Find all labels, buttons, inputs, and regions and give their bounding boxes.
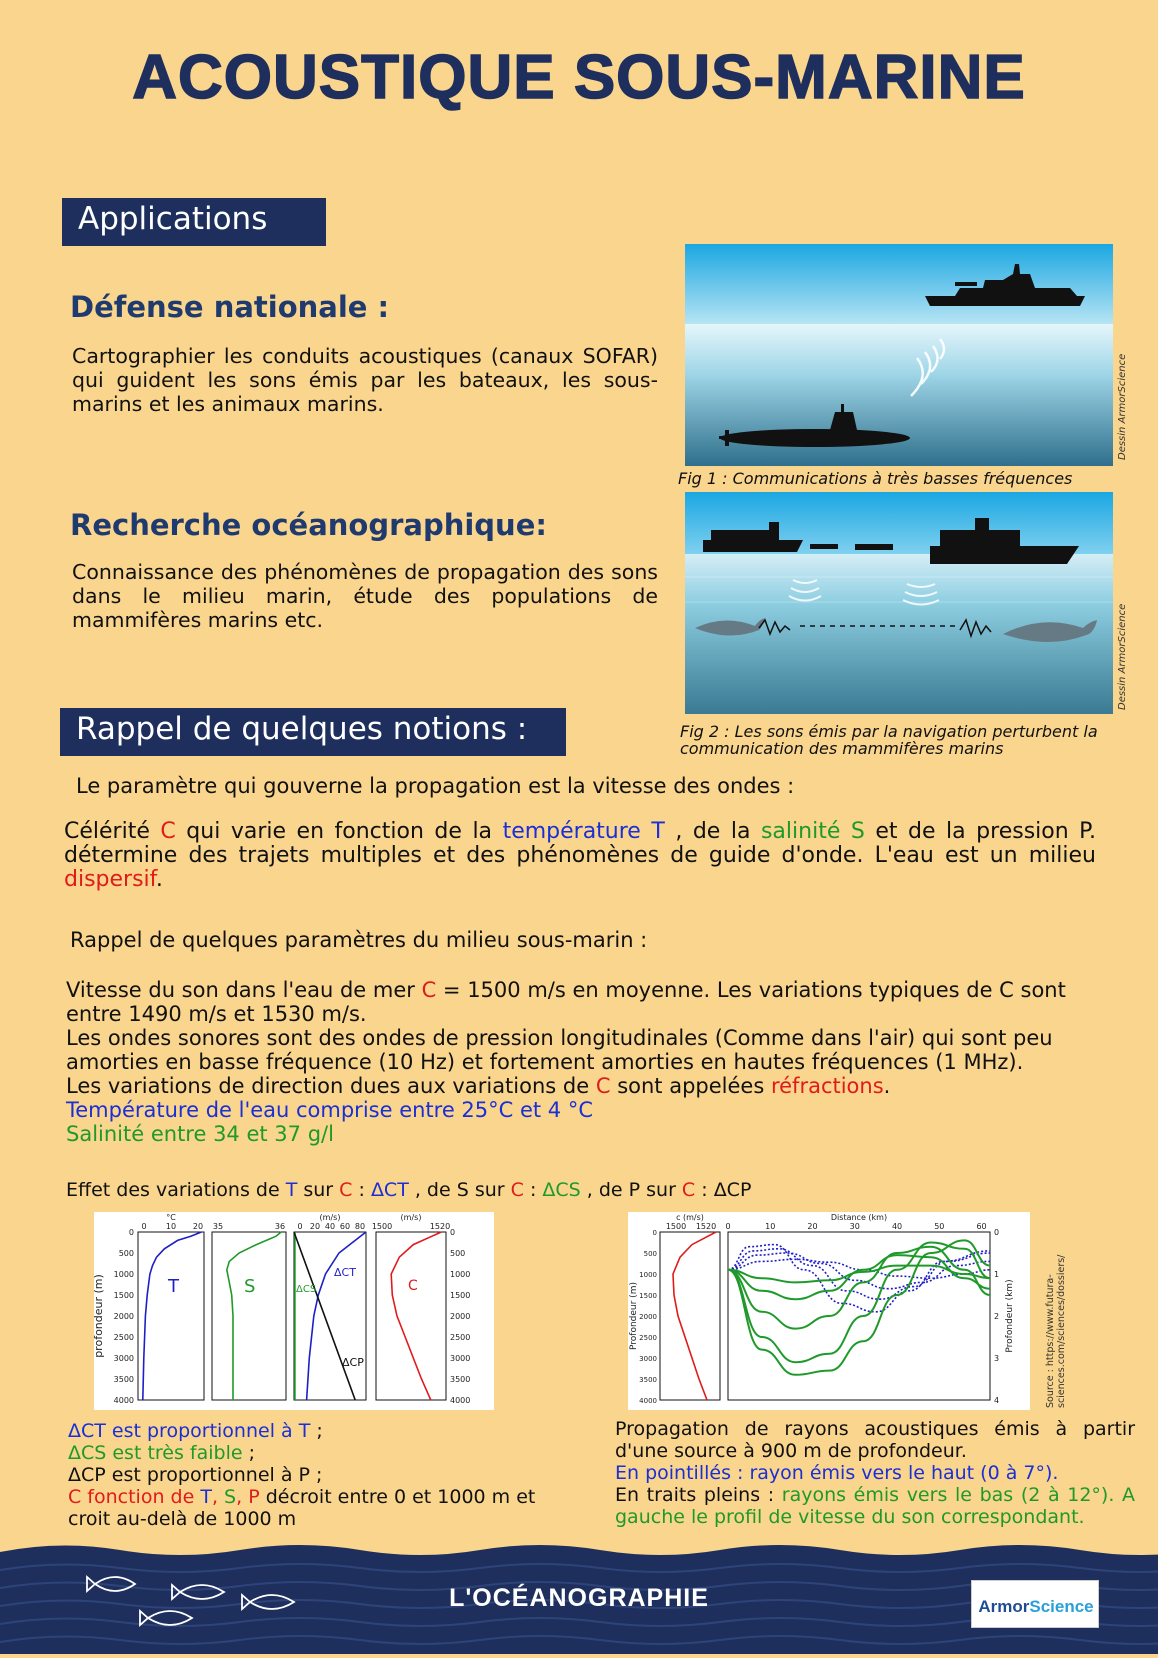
x-tick-label: 10 <box>765 1222 776 1231</box>
vitesse-line <box>66 978 1102 1026</box>
note-line <box>68 1442 588 1464</box>
logo-part: Science <box>1029 1597 1094 1616</box>
logo-part: Armor <box>978 1597 1030 1616</box>
text-fragment: = 1500 m/s en moyenne. Les variations typiques de C sont entre 1490 m/s et 1530 m/s. <box>66 978 1066 1026</box>
ray-down-2- <box>728 1266 990 1283</box>
panel-label-s: S <box>244 1276 256 1297</box>
panel-label-dct: ΔCT <box>334 1266 356 1279</box>
text-fragment: C <box>339 1179 353 1201</box>
x-tick-label: 20 <box>807 1222 818 1231</box>
fig1-caption: Fig 1 : Communications à très basses fréquences <box>678 469 1073 488</box>
defense-text: Cartographier les conduits acoustiques (canaux SOFAR) qui guident les sons émis par les bateaux, les sous-marins et les animaux marins. <box>72 344 658 416</box>
x-tick-label: 20 <box>192 1222 204 1231</box>
panel-label-dcs: ΔCS <box>296 1284 317 1295</box>
y-tick-label: 0 <box>128 1228 134 1237</box>
y-tick-label-right: 0 <box>450 1228 456 1237</box>
text-fragment: Effet des variations de <box>66 1179 286 1201</box>
y-tick-label: 4000 <box>639 1397 657 1405</box>
text-fragment: C fonction de <box>68 1486 201 1508</box>
text-fragment: . <box>155 867 163 892</box>
x-tick-label: 35 <box>212 1222 224 1231</box>
text-fragment: ΔCT est proportionnel à T <box>68 1420 311 1442</box>
text-fragment: : <box>695 1179 714 1201</box>
y-tick-label-right: 2500 <box>450 1333 471 1342</box>
x-tick-label: 40 <box>324 1222 336 1231</box>
y-tick-label-right: 4 <box>994 1396 1000 1405</box>
text-fragment: T <box>200 1486 212 1508</box>
y-tick-label: 1000 <box>639 1271 657 1279</box>
recherche-text: Connaissance des phénomènes de propagation des sons dans le milieu marin, étude des populations de mammifères marins etc. <box>72 560 658 632</box>
panel-label-t: T <box>168 1276 179 1297</box>
text-fragment: C <box>681 1179 696 1201</box>
text-fragment: T <box>285 1179 298 1201</box>
text-fragment: , P <box>236 1486 260 1508</box>
y-tick-label: 1500 <box>639 1292 657 1300</box>
panel-label-c: C <box>408 1278 418 1294</box>
text-fragment: Vitesse du son dans l'eau de mer <box>66 978 422 1002</box>
y-tick-label-right: 2000 <box>450 1312 471 1321</box>
profile-unit: c (m/s) <box>676 1213 704 1222</box>
notes-left <box>68 1420 588 1530</box>
x-tick-label: 80 <box>354 1222 366 1231</box>
rappel-intro: Le paramètre qui gouverne la propagation est la vitesse des ondes : <box>76 774 795 798</box>
series-ΔCP <box>294 1232 355 1400</box>
effet-line <box>66 1178 751 1202</box>
y-tick-label-right: 1000 <box>450 1270 471 1279</box>
panel-frame <box>294 1232 366 1400</box>
y-tick-label: 3500 <box>113 1375 134 1384</box>
text-fragment: et de la pression P. détermine des trajets multiples et des phénomènes de guide d'onde. L'eau est un milieu <box>64 819 1097 868</box>
text-fragment: température T <box>502 819 665 844</box>
text-fragment: sur <box>297 1179 340 1201</box>
x-tick-label: 20 <box>309 1222 321 1231</box>
note-line: En pointillés : rayon émis vers le haut (0 à 7°). <box>615 1462 1059 1484</box>
x-tick-label: 10 <box>165 1222 177 1231</box>
refraction-line <box>66 1074 1102 1098</box>
text-fragment: dispersif <box>64 867 156 892</box>
fig2-illustration <box>685 492 1113 714</box>
y-tick-label: 3000 <box>639 1355 657 1363</box>
params-block <box>66 978 1102 1146</box>
y-tick-label: 0 <box>652 1229 657 1237</box>
panel-unit: °C <box>166 1213 176 1222</box>
text-fragment: C <box>160 819 176 844</box>
y-tick-label: 500 <box>643 1250 657 1258</box>
text-fragment: Célérité <box>64 819 161 844</box>
text-fragment: sont appelées <box>610 1074 771 1098</box>
note-line <box>68 1420 588 1442</box>
text-fragment: , de la <box>664 819 761 844</box>
applications-banner-label: Applications <box>78 201 268 237</box>
text-fragment: S <box>224 1486 237 1508</box>
y-tick-label: 1500 <box>113 1291 134 1300</box>
y-tick-label: 3500 <box>639 1376 657 1384</box>
salinite-line: Salinité entre 34 et 37 g/l <box>66 1122 334 1146</box>
profile-frame <box>660 1232 720 1400</box>
panel-frame <box>376 1232 446 1400</box>
text-fragment: , <box>211 1486 225 1508</box>
rappel-banner <box>60 708 566 756</box>
y-axis-label: Profondeur (m) <box>629 1282 639 1350</box>
y-tick-label: 3000 <box>113 1354 134 1363</box>
text-fragment: . <box>883 1074 891 1098</box>
x-tick-label: 0 <box>297 1222 303 1231</box>
text-fragment: Les variations de direction dues aux variations de <box>66 1074 596 1098</box>
note-line: ΔCP est proportionnel à P ; <box>68 1464 323 1486</box>
fig2-credit: Dessin ArmorScience <box>1117 603 1128 710</box>
series-C <box>391 1232 441 1400</box>
note-line: croit au-delà de 1000 m <box>68 1508 297 1530</box>
y-axis-label-right: Profondeur (km) <box>1005 1279 1015 1353</box>
panel-unit: (m/s) <box>400 1213 422 1222</box>
panel-frame <box>138 1232 204 1400</box>
text-fragment: décroit entre 0 et 1000 m et <box>259 1486 536 1508</box>
notes-right <box>615 1418 1135 1528</box>
fig2-caption: Fig 2 : Les sons émis par la navigation perturbent la communication des mammifères marins <box>680 722 1098 758</box>
fig1-credit: Dessin ArmorScience <box>1117 353 1128 460</box>
text-fragment: ; <box>242 1442 256 1464</box>
series-S <box>227 1232 281 1400</box>
panel-unit: (m/s) <box>319 1213 341 1222</box>
defense-heading: Défense nationale : <box>70 290 390 324</box>
y-tick-label-right: 3000 <box>450 1354 471 1363</box>
y-tick-label: 1000 <box>113 1270 134 1279</box>
x-tick-label: 60 <box>339 1222 351 1231</box>
text-fragment: réfractions <box>770 1074 884 1098</box>
speed-profile-line <box>673 1232 716 1400</box>
text-fragment: : <box>523 1179 543 1201</box>
y-tick-label: 2500 <box>113 1333 134 1342</box>
note-line: Propagation de rayons acoustiques émis à partir d'une source à 900 m de profondeur. <box>615 1418 1135 1462</box>
text-fragment: ΔCS est très faible <box>68 1442 243 1464</box>
text-fragment: , de P sur <box>580 1179 682 1201</box>
ondes-line: Les ondes sonores sont des ondes de pression longitudinales (Comme dans l'air) qui sont peu amorties en basse fréquence (10 Hz) et fortement amorties en hautes fréquences (1 MHz). <box>66 1026 1053 1074</box>
logo-text <box>972 1597 1100 1617</box>
y-tick-label: 2000 <box>113 1312 134 1321</box>
y-tick-label-right: 0 <box>994 1228 1000 1237</box>
temperature-line: Température de l'eau comprise entre 25°C et 4 °C <box>66 1098 594 1122</box>
fig1-illustration <box>685 244 1113 466</box>
text-fragment: ΔCP <box>713 1179 752 1201</box>
text-fragment: ΔCS <box>542 1179 581 1201</box>
y-tick-label-right: 1500 <box>450 1291 471 1300</box>
text-fragment: rayons émis vers le bas (2 à 12°). A gauche le profil de vitesse du son correspondant. <box>615 1484 1135 1528</box>
y-tick-label-right: 3500 <box>450 1375 471 1384</box>
applications-banner <box>62 198 326 246</box>
y-tick-label-right: 1 <box>994 1270 1000 1279</box>
text-fragment: ; <box>310 1420 323 1442</box>
note-line <box>68 1486 588 1508</box>
y-tick-label: 500 <box>118 1249 134 1258</box>
profiles-chart <box>94 1212 494 1410</box>
celerite-text <box>64 820 1096 892</box>
x-tick-label: 1500 <box>371 1222 393 1231</box>
y-tick-label: 4000 <box>113 1396 134 1405</box>
text-fragment: , de S sur <box>408 1179 511 1201</box>
text-fragment: En traits pleins : <box>615 1484 782 1506</box>
panel-frame <box>212 1232 286 1400</box>
text-fragment: C <box>421 978 437 1002</box>
y-tick-label: 2000 <box>639 1313 657 1321</box>
x-tick-label: 40 <box>891 1222 903 1231</box>
text-fragment: C <box>510 1179 524 1201</box>
x-tick-label: 50 <box>934 1222 945 1231</box>
footer-title: L'OCÉANOGRAPHIE <box>449 1584 709 1612</box>
recherche-heading: Recherche océanographique: <box>70 508 547 542</box>
rappel-banner-label: Rappel de quelques notions : <box>76 711 528 747</box>
y-axis-label: profondeur (m) <box>92 1274 105 1358</box>
x-axis-label: Distance (km) <box>830 1213 888 1222</box>
y-tick-label: 2500 <box>639 1334 657 1342</box>
text-fragment: : <box>352 1179 371 1201</box>
text-fragment: qui varie en fonction de la <box>175 819 503 844</box>
series-ΔCT <box>307 1232 366 1400</box>
rays-source: Source : https://www.futura-sciences.com/sciences/dossiers/ <box>1045 1254 1067 1408</box>
ray-down-10- <box>728 1243 990 1363</box>
note-line <box>615 1484 1135 1528</box>
series-T <box>143 1232 202 1400</box>
x-tick-label: 30 <box>849 1222 860 1231</box>
x-tick-label: 0 <box>725 1222 731 1231</box>
y-tick-label-right: 4000 <box>450 1396 471 1405</box>
text-fragment: salinité S <box>760 819 865 844</box>
x-tick-label: 0 <box>141 1222 147 1231</box>
x-tick-label: 1520 <box>695 1222 717 1231</box>
text-fragment: C <box>595 1074 611 1098</box>
x-tick-label: 1500 <box>665 1222 687 1231</box>
text-fragment: ΔCT <box>370 1179 409 1201</box>
armorscience-logo <box>971 1580 1099 1628</box>
y-tick-label-right: 3 <box>994 1354 1000 1363</box>
rays-chart <box>628 1212 1030 1410</box>
panel-label-dcp: ΔCP <box>342 1356 364 1369</box>
x-tick-label: 60 <box>976 1222 987 1231</box>
y-tick-label-right: 500 <box>450 1249 466 1258</box>
x-tick-label: 36 <box>274 1222 286 1231</box>
params-intro: Rappel de quelques paramètres du milieu sous-marin : <box>70 928 648 952</box>
x-tick-label: 1520 <box>429 1222 451 1231</box>
page-title: ACOUSTIQUE SOUS-MARINE <box>132 43 1026 112</box>
y-tick-label-right: 2 <box>994 1312 1000 1321</box>
